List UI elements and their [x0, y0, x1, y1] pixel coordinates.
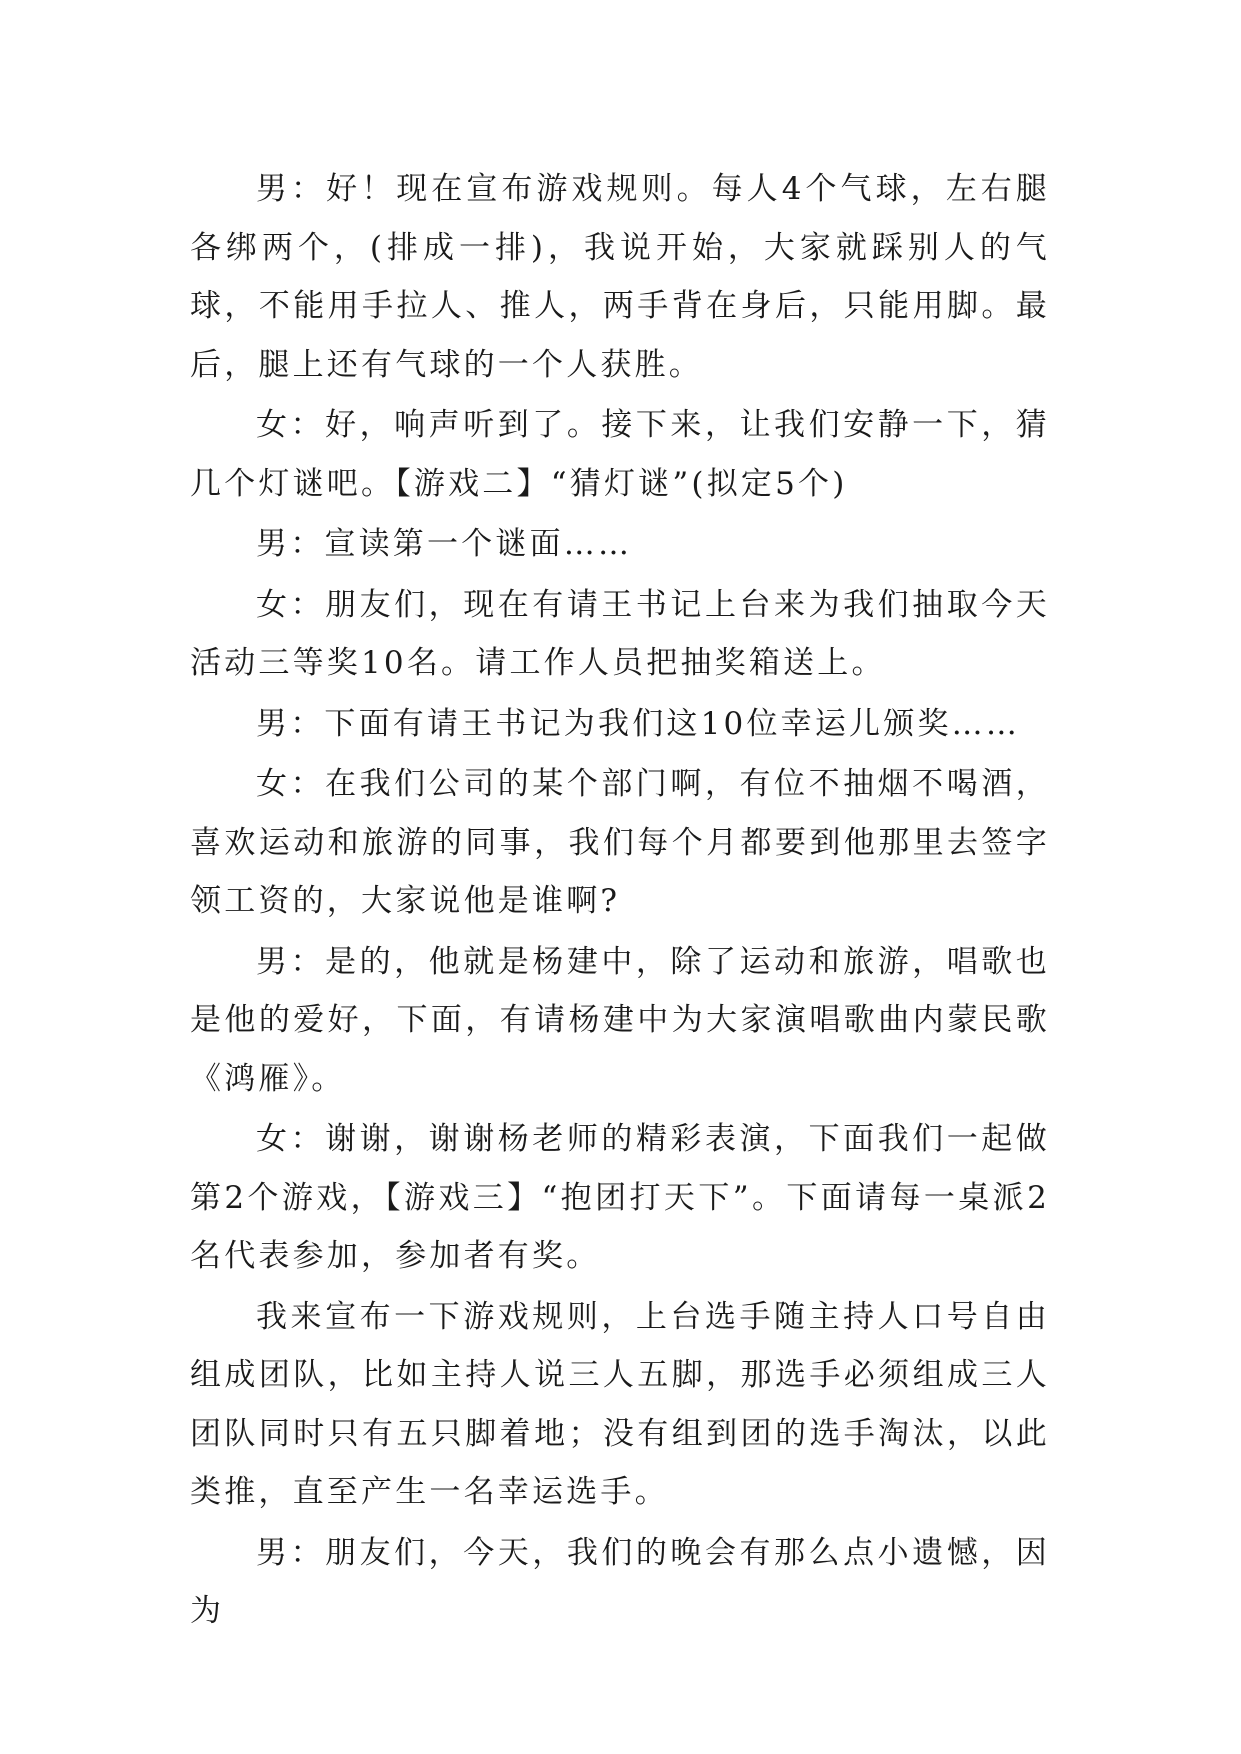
paragraph: 男：朋友们，今天，我们的晚会有那么点小遗憾，因为 — [190, 1534, 1050, 1629]
paragraph: 女：在我们公司的某个部门啊，有位不抽烟不喝酒，喜欢运动和旅游的同事，我们每个月都要到他那里去签字领工资的，大家说他是谁啊? — [190, 766, 1050, 919]
paragraph: 男：是的，他就是杨建中，除了运动和旅游，唱歌也是他的爱好，下面，有请杨建中为大家演唱歌曲内蒙民歌《鸿雁》。 — [190, 943, 1050, 1097]
paragraph: 男：宣读第一个谜面…… — [256, 526, 633, 562]
paragraph: 男：好！现在宣布游戏规则。每人4个气球，左右腿各绑两个，(排成一排)，我说开始，大家就踩别人的气球，不能用手拉人、推人，两手背在身后，只能用脚。最后，腿上还有气球的一个人获胜。 — [190, 171, 1050, 383]
paragraph: 女：谢谢，谢谢杨老师的精彩表演，下面我们一起做第2个游戏，【游戏三】“抱团打天下”。下面请每一桌派2名代表参加，参加者有奖。 — [190, 1121, 1050, 1274]
paragraph: 女：朋友们，现在有请王书记上台来为我们抽取今天活动三等奖10名。请工作人员把抽奖箱送上。 — [190, 586, 1050, 681]
paragraph: 男：下面有请王书记为我们这10位幸运儿颁奖…… — [256, 705, 1021, 742]
paragraph: 我来宣布一下游戏规则，上台选手随主持人口号自由组成团队，比如主持人说三人五脚，那选手必须组成三人团队同时只有五只脚着地；没有组到团的选手淘汰，以此类推，直至产生一名幸运选手。 — [190, 1298, 1050, 1510]
paragraph: 女：好，响声听到了。接下来，让我们安静一下，猜几个灯谜吧。【游戏二】“猜灯谜”(拟定5个) — [190, 407, 1050, 502]
document-body — [190, 160, 1050, 1643]
